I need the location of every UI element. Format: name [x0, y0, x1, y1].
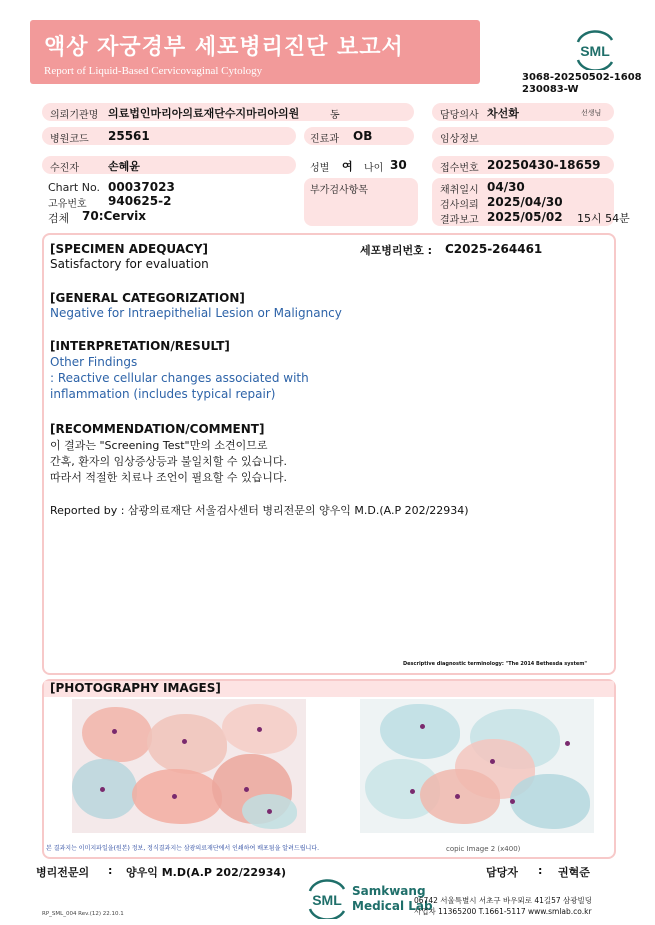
manager-colon: :	[538, 864, 543, 877]
photography-heading: [PHOTOGRAPHY IMAGES]	[50, 681, 221, 695]
collect-value: 04/30	[487, 180, 525, 194]
report-id-line1: 3068-20250502-1608	[522, 72, 642, 83]
form-code: RP_SML_004 Rev.(12) 22.10.1	[42, 911, 124, 917]
terminology-note: Descriptive diagnostic terminology: "The 2014 Bethesda system"	[403, 661, 588, 667]
request-value: 2025/04/30	[487, 195, 563, 209]
specimen-value: 70:Cervix	[82, 209, 147, 223]
cyto-number-value: C2025-264461	[445, 242, 543, 256]
hospital-code-label: 병원코드	[50, 134, 89, 145]
interpretation-line3: inflammation (includes typical repair)	[50, 387, 276, 401]
cytology-image-2	[360, 699, 594, 833]
doctor-label: 담당의사	[440, 110, 479, 121]
company-address-1: 06742 서울특별시 서초구 바우뫼로 41길57 삼광빌딩	[414, 896, 593, 905]
chart-no-label: Chart No.	[48, 181, 100, 194]
age-label: 나이	[364, 163, 384, 174]
specimen-label: 검체	[48, 212, 70, 225]
dept-value: OB	[353, 129, 373, 143]
pathologist-label: 병리전문의	[36, 866, 90, 879]
reported-by: Reported by : 삼광의료재단 서울검사센터 병리전문의 양우익 M.D.(A.P 202/22934)	[50, 504, 469, 517]
result-label: 결과보고	[440, 215, 479, 226]
company-name-1: Samkwang	[352, 884, 426, 898]
cyto-number-label: 세포병리번호 :	[360, 244, 432, 257]
general-heading: [GENERAL CATEGORIZATION]	[50, 291, 245, 305]
unique-no-value: 940625-2	[108, 194, 172, 208]
report-title: 액상 자궁경부 세포병리진단 보고서	[44, 35, 404, 60]
institution-label: 의뢰기관명	[50, 110, 99, 121]
patient-pill	[42, 156, 296, 174]
clinical-label: 임상정보	[440, 134, 479, 145]
company-address-2: 사업자 11365200 T.1661-5117 www.smlab.co.kr	[414, 907, 592, 916]
dept-label: 진료과	[310, 134, 339, 145]
unique-no-label: 고유번호	[48, 199, 87, 210]
collect-label: 채취일시	[440, 185, 479, 196]
svg-text:SML: SML	[312, 892, 342, 908]
chart-no-value: 00037023	[108, 180, 175, 194]
patient-value: 손혜윤	[108, 160, 140, 173]
recommendation-heading: [RECOMMENDATION/COMMENT]	[50, 422, 265, 436]
age-value: 30	[390, 158, 407, 172]
sex-label: 성별	[310, 163, 330, 174]
recommendation-line2: 간혹, 환자의 임상증상등과 불일치할 수 있습니다.	[50, 455, 287, 468]
patient-label: 수진자	[50, 163, 79, 174]
interpretation-line1: Other Findings	[50, 355, 138, 369]
photo-caption-2: copic Image 2 (x400)	[446, 845, 521, 853]
pathologist-colon: :	[108, 864, 113, 877]
request-label: 검사의뢰	[440, 200, 479, 211]
report-id-line2: 230083-W	[522, 84, 579, 95]
general-text: Negative for Intraepithelial Lesion or Malignancy	[50, 306, 342, 320]
institution-value: 의료법인마리아의료재단수지마리아의원	[108, 107, 300, 120]
report-subtitle: Report of Liquid-Based Cervicovaginal Cytology	[44, 65, 263, 77]
result-time: 15시 54분	[577, 212, 630, 225]
institution-ward: 동	[330, 110, 340, 121]
company-name-2: Medical Lab	[352, 899, 433, 913]
receipt-value: 20250430-18659	[487, 158, 601, 172]
interpretation-line2: : Reactive cellular changes associated with	[50, 371, 309, 385]
doctor-suffix: 선생님	[581, 109, 602, 117]
adequacy-text: Satisfactory for evaluation	[50, 257, 209, 271]
hospital-code-value: 25561	[108, 129, 150, 143]
extra-test-label: 부가검사항목	[310, 185, 368, 196]
cytology-image-1	[72, 699, 306, 833]
recommendation-line3: 따라서 적절한 치료나 조언이 필요할 수 있습니다.	[50, 471, 287, 484]
interpretation-heading: [INTERPRETATION/RESULT]	[50, 339, 230, 353]
pathologist-value: 양우익 M.D(A.P 202/22934)	[126, 866, 287, 879]
sml-logo	[572, 30, 618, 70]
adequacy-heading: [SPECIMEN ADEQUACY]	[50, 242, 209, 256]
sml-footer-logo	[304, 879, 350, 919]
receipt-label: 접수번호	[440, 163, 479, 174]
manager-label: 담당자	[486, 866, 518, 879]
svg-text:SML: SML	[580, 43, 610, 59]
result-value: 2025/05/02	[487, 210, 563, 224]
doctor-value: 차선화	[487, 107, 519, 120]
sex-value: 여	[342, 160, 353, 173]
recommendation-line1: 이 결과는 "Screening Test"만의 소견이므로	[50, 439, 268, 452]
photo-notice: 본 결과지는 이미지파일을(원본) 정보, 정식결과지는 삼광의료재단에서 인쇄하여 배포됨을 알려드립니다.	[46, 845, 319, 852]
manager-value: 권혁준	[558, 866, 590, 879]
